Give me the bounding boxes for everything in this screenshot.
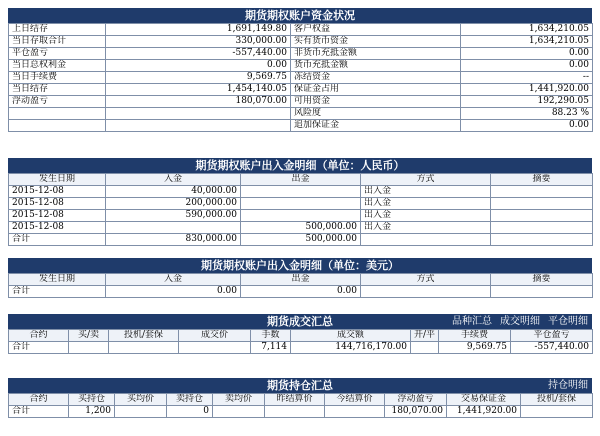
table-cell bbox=[491, 198, 593, 210]
table-cell bbox=[361, 234, 491, 246]
table-cell bbox=[241, 210, 361, 222]
cny-deposit-section bbox=[8, 158, 592, 246]
column-header: 成交额 bbox=[291, 330, 411, 342]
fund-item-label: 冻结资金 bbox=[291, 72, 461, 84]
table-cell bbox=[491, 210, 593, 222]
table-cell: 180,070.00 bbox=[385, 406, 447, 418]
column-header: 方式 bbox=[361, 274, 491, 286]
fund-item-value: 0.00 bbox=[461, 60, 593, 72]
fund-item-value: 330,000.00 bbox=[106, 36, 291, 48]
fund-item-value: 1,634,210.05 bbox=[461, 36, 593, 48]
table-header-row bbox=[9, 394, 593, 406]
column-header: 入金 bbox=[106, 274, 241, 286]
usd-deposit-title: 期货期权账户出入金明细（单位：美元） bbox=[8, 258, 592, 273]
fund-item-value: 1,634,210.05 bbox=[461, 24, 593, 36]
column-header: 入金 bbox=[106, 174, 241, 186]
fund-status-row bbox=[9, 72, 593, 84]
table-cell: 2015-12-08 bbox=[9, 222, 106, 234]
fund-item-value bbox=[106, 120, 291, 132]
usd-deposit-table bbox=[8, 273, 593, 298]
cny-deposit-table bbox=[8, 173, 593, 246]
table-cell: 7,114 bbox=[251, 342, 291, 354]
table-cell bbox=[361, 286, 491, 298]
fund-status-row bbox=[9, 84, 593, 96]
fund-item-label: 当日手续费 bbox=[9, 72, 106, 84]
table-cell: 出入金 bbox=[361, 198, 491, 210]
table-cell: 144,716,170.00 bbox=[291, 342, 411, 354]
table-cell bbox=[491, 222, 593, 234]
fund-item-value: 88.23 % bbox=[461, 108, 593, 120]
fund-item-label: 当日结存 bbox=[9, 84, 106, 96]
column-header: 投机/套保 bbox=[109, 330, 179, 342]
table-cell: 1,200 bbox=[69, 406, 115, 418]
column-header: 昨结算价 bbox=[265, 394, 325, 406]
column-header: 手续费 bbox=[439, 330, 511, 342]
table-cell: 2015-12-08 bbox=[9, 198, 106, 210]
trade-summary-title bbox=[8, 314, 592, 329]
column-header: 交易保证金 bbox=[447, 394, 521, 406]
table-cell: 9,569.75 bbox=[439, 342, 511, 354]
detail-link[interactable]: 成交明细 bbox=[500, 316, 540, 327]
fund-item-label: 非货币充抵金额 bbox=[291, 48, 461, 60]
fund-item-label: 浮动盈亏 bbox=[9, 96, 106, 108]
fund-item-label: 上日结存 bbox=[9, 24, 106, 36]
table-cell: 2015-12-08 bbox=[9, 186, 106, 198]
table-cell bbox=[241, 198, 361, 210]
fund-item-label: 追加保证金 bbox=[291, 120, 461, 132]
column-header: 合约 bbox=[9, 330, 69, 342]
table-cell: 出入金 bbox=[361, 186, 491, 198]
column-header: 投机/套保 bbox=[521, 394, 593, 406]
fund-item-value: 0.00 bbox=[461, 120, 593, 132]
table-cell bbox=[491, 234, 593, 246]
column-header: 卖持仓 bbox=[167, 394, 213, 406]
trade-summary-title-text: 期货成交汇总 bbox=[267, 315, 333, 328]
table-cell: 出入金 bbox=[361, 210, 491, 222]
fund-status-section bbox=[8, 8, 592, 132]
cny-deposit-title: 期货期权账户出入金明细（单位：人民币） bbox=[8, 158, 592, 173]
table-cell bbox=[109, 342, 179, 354]
fund-item-value: 9,569.75 bbox=[106, 72, 291, 84]
fund-status-row bbox=[9, 60, 593, 72]
table-header-row bbox=[9, 274, 593, 286]
trade-summary-table bbox=[8, 329, 593, 354]
table-cell: 出入金 bbox=[361, 222, 491, 234]
column-header: 成交价 bbox=[179, 330, 251, 342]
usd-deposit-section bbox=[8, 258, 592, 298]
column-header: 出金 bbox=[241, 274, 361, 286]
fund-item-value: 180,070.00 bbox=[106, 96, 291, 108]
detail-link[interactable]: 持仓明细 bbox=[548, 380, 588, 391]
fund-item-value: 0.00 bbox=[461, 48, 593, 60]
position-summary-table bbox=[8, 393, 593, 418]
trade-summary-section bbox=[8, 314, 592, 354]
table-row bbox=[9, 198, 593, 210]
fund-item-value: 192,290.05 bbox=[461, 96, 593, 108]
column-header: 浮动盈亏 bbox=[385, 394, 447, 406]
fund-item-label: 当日存取合计 bbox=[9, 36, 106, 48]
column-header: 买/卖 bbox=[69, 330, 109, 342]
detail-link[interactable]: 品种汇总 bbox=[452, 316, 492, 327]
table-header-row bbox=[9, 174, 593, 186]
table-row bbox=[9, 286, 593, 298]
fund-item-value bbox=[106, 108, 291, 120]
column-header: 摘要 bbox=[491, 174, 593, 186]
table-cell bbox=[521, 406, 593, 418]
column-header: 卖均价 bbox=[213, 394, 265, 406]
table-cell bbox=[325, 406, 385, 418]
column-header: 手数 bbox=[251, 330, 291, 342]
table-row bbox=[9, 210, 593, 222]
table-cell: 合计 bbox=[9, 234, 106, 246]
fund-item-label bbox=[9, 120, 106, 132]
table-row bbox=[9, 222, 593, 234]
fund-item-label: 保证金占用 bbox=[291, 84, 461, 96]
column-header: 发生日期 bbox=[9, 174, 106, 186]
table-cell bbox=[491, 286, 593, 298]
fund-item-value: -557,440.00 bbox=[106, 48, 291, 60]
position-summary-section bbox=[8, 378, 592, 418]
table-cell bbox=[241, 186, 361, 198]
table-cell: 0 bbox=[167, 406, 213, 418]
table-cell: 590,000.00 bbox=[106, 210, 241, 222]
column-header: 今结算价 bbox=[325, 394, 385, 406]
fund-item-value: 1,691,149.80 bbox=[106, 24, 291, 36]
fund-item-label: 货币充抵金额 bbox=[291, 60, 461, 72]
table-cell: 2015-12-08 bbox=[9, 210, 106, 222]
fund-item-label bbox=[9, 108, 106, 120]
table-cell: 500,000.00 bbox=[241, 234, 361, 246]
fund-item-label: 当日总权利金 bbox=[9, 60, 106, 72]
fund-item-value: 1,454,140.05 bbox=[106, 84, 291, 96]
fund-item-label: 客户权益 bbox=[291, 24, 461, 36]
table-header-row bbox=[9, 330, 593, 342]
column-header: 开/平 bbox=[411, 330, 439, 342]
fund-item-label: 实有货币资金 bbox=[291, 36, 461, 48]
table-cell bbox=[106, 222, 241, 234]
column-header: 买持仓 bbox=[69, 394, 115, 406]
table-cell bbox=[265, 406, 325, 418]
column-header: 合约 bbox=[9, 394, 69, 406]
table-row bbox=[9, 406, 593, 418]
table-row bbox=[9, 234, 593, 246]
column-header: 出金 bbox=[241, 174, 361, 186]
table-cell: 0.00 bbox=[241, 286, 361, 298]
detail-link[interactable]: 平仓明细 bbox=[548, 316, 588, 327]
fund-status-row bbox=[9, 36, 593, 48]
table-cell: 合计 bbox=[9, 342, 69, 354]
table-cell: 40,000.00 bbox=[106, 186, 241, 198]
column-header: 发生日期 bbox=[9, 274, 106, 286]
table-cell: 1,441,920.00 bbox=[447, 406, 521, 418]
table-cell bbox=[115, 406, 167, 418]
fund-item-value: 0.00 bbox=[106, 60, 291, 72]
table-row bbox=[9, 342, 593, 354]
fund-item-value: 1,441,920.00 bbox=[461, 84, 593, 96]
table-cell: 200,000.00 bbox=[106, 198, 241, 210]
table-cell bbox=[411, 342, 439, 354]
table-row bbox=[9, 186, 593, 198]
table-cell bbox=[179, 342, 251, 354]
table-cell: 830,000.00 bbox=[106, 234, 241, 246]
table-cell: 0.00 bbox=[106, 286, 241, 298]
table-cell bbox=[491, 186, 593, 198]
table-cell bbox=[213, 406, 265, 418]
column-header: 方式 bbox=[361, 174, 491, 186]
column-header: 平仓盈亏 bbox=[511, 330, 593, 342]
fund-status-row bbox=[9, 120, 593, 132]
fund-status-row bbox=[9, 48, 593, 60]
fund-status-table bbox=[8, 23, 593, 132]
position-summary-title-text: 期货持仓汇总 bbox=[267, 379, 333, 392]
fund-item-label: 平仓盈亏 bbox=[9, 48, 106, 60]
fund-status-title: 期货期权账户资金状况 bbox=[8, 8, 592, 23]
position-summary-title bbox=[8, 378, 592, 393]
table-cell: 合计 bbox=[9, 286, 106, 298]
fund-status-row bbox=[9, 108, 593, 120]
fund-status-row bbox=[9, 96, 593, 108]
table-cell: -557,440.00 bbox=[511, 342, 593, 354]
fund-item-label: 风险度 bbox=[291, 108, 461, 120]
table-cell: 合计 bbox=[9, 406, 69, 418]
table-cell: 500,000.00 bbox=[241, 222, 361, 234]
fund-item-label: 可用资金 bbox=[291, 96, 461, 108]
table-cell bbox=[69, 342, 109, 354]
column-header: 摘要 bbox=[491, 274, 593, 286]
column-header: 买均价 bbox=[115, 394, 167, 406]
fund-item-value: -- bbox=[461, 72, 593, 84]
fund-status-row bbox=[9, 24, 593, 36]
